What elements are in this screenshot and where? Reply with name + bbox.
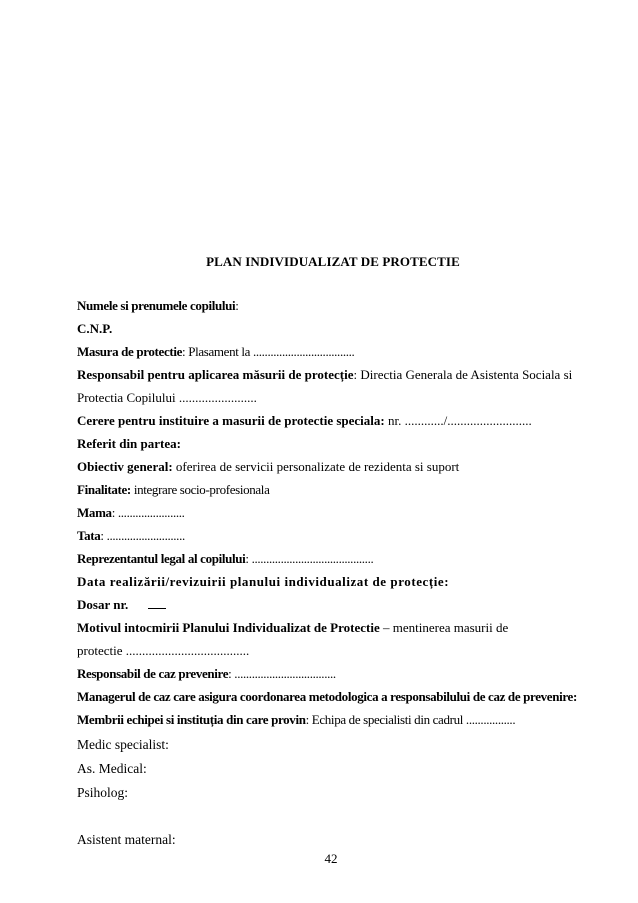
child-name-label: Numele si prenumele copilului [77, 298, 236, 313]
team-value: : Echipa de specialisti din cadrul ................. [305, 712, 516, 727]
measure-line [77, 344, 354, 360]
specialist-line [77, 737, 169, 753]
cnp-label: C.N.P. [77, 321, 113, 336]
file-number-line [77, 597, 166, 613]
finality-line [77, 482, 270, 498]
file-number-blank [148, 598, 166, 609]
reason-continuation [77, 643, 249, 659]
child-name-line [77, 298, 239, 314]
legal-representative-value: : .......................................... [245, 551, 374, 566]
legal-representative-line [77, 551, 373, 567]
file-number-label: Dosar nr. [77, 597, 129, 612]
father-line [77, 528, 185, 544]
request-label: Cerere pentru instituire a masurii de protectie speciala: [77, 413, 385, 428]
revision-date-label: Data realizării/revizuirii planului individualizat de protecție: [77, 574, 450, 589]
responsible-label: Responsabil pentru aplicarea măsurii de protecție [77, 367, 354, 382]
nurse-label: As. Medical: [77, 761, 147, 776]
responsible-line [77, 367, 572, 383]
child-name-colon: : [235, 298, 239, 313]
specialist-label: Medic specialist: [77, 737, 169, 752]
page-number: 42 [324, 851, 338, 866]
psychologist-line [77, 785, 128, 801]
case-officer-value: : ................................... [228, 666, 336, 681]
father-value: : ........................... [100, 528, 185, 543]
case-officer-label: Responsabil de caz prevenire [77, 666, 229, 681]
finality-label: Finalitate: [77, 482, 131, 497]
reason-label: Motivul intocmirii Planului Individualizat de Protectie [77, 620, 380, 635]
foster-parent-label: Asistent maternal: [77, 832, 176, 847]
responsible-value-2: Protectia Copilului ........................ [77, 390, 257, 405]
finality-value: integrare socio-profesionala [130, 482, 270, 497]
reason-line [77, 620, 508, 636]
legal-representative-label: Reprezentantul legal al copilului [77, 551, 246, 566]
case-manager-line [77, 689, 577, 705]
reason-value: – mentinerea masurii de [379, 620, 509, 635]
psychologist-label: Psiholog: [77, 785, 129, 800]
request-line [77, 413, 532, 429]
mother-label: Mama [77, 505, 112, 520]
responsible-continuation [77, 390, 257, 406]
mother-line [77, 505, 185, 521]
team-line [77, 712, 515, 728]
referral-label: Referit din partea: [77, 436, 181, 451]
objective-line [77, 459, 459, 475]
cnp-line [77, 321, 112, 337]
measure-label: Masura de protectie [77, 344, 183, 359]
case-officer-line [77, 666, 336, 682]
foster-parent-line [77, 832, 176, 848]
case-manager-label: Managerul de caz care asigura coordonarea metodologica a responsabilului de caz de prevenire: [77, 689, 577, 704]
father-label: Tata [77, 528, 101, 543]
measure-value: : Plasament la ................................... [182, 344, 355, 359]
objective-value: oferirea de servicii personalizate de rezidenta si suport [172, 459, 460, 474]
document-title: PLAN INDIVIDUALIZAT DE PROTECTIE [206, 254, 460, 269]
objective-label: Obiectiv general: [77, 459, 173, 474]
responsible-value: : Directia Generala de Asistenta Sociala si [353, 367, 573, 382]
team-label: Membrii echipei si instituția din care provin [77, 712, 306, 727]
reason-value-2: protectie ...................................... [77, 643, 250, 658]
revision-date-line [77, 574, 449, 590]
mother-value: : ....................... [111, 505, 185, 520]
request-value: nr. ............/.......................... [384, 413, 532, 428]
nurse-line [77, 761, 147, 777]
referral-line [77, 436, 181, 452]
